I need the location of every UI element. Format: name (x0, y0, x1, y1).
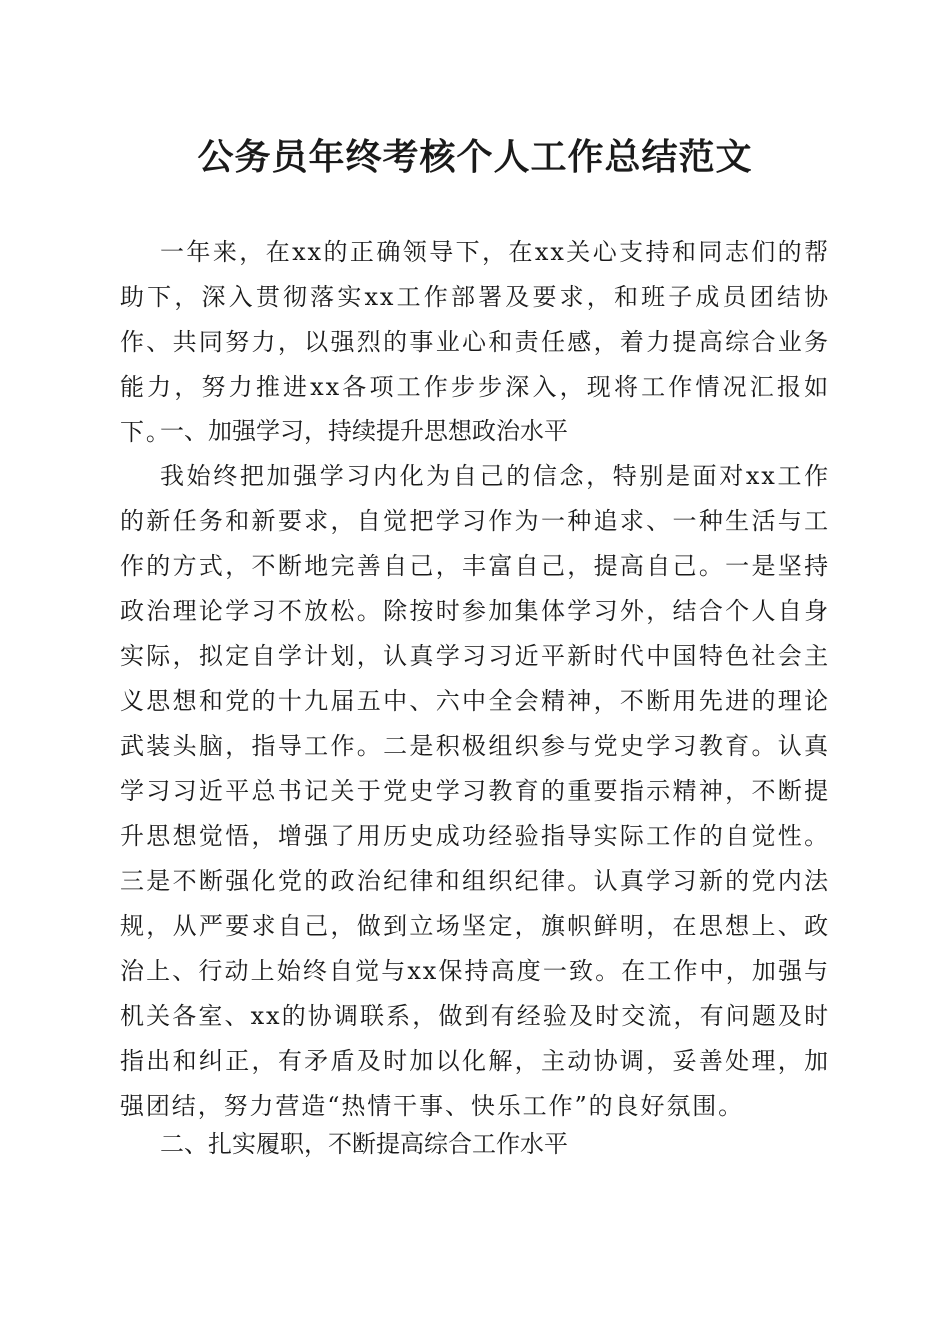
intro-paragraph: 一年来，在xx的正确领导下，在xx关心支持和同志们的帮助下，深入贯彻落实xx工作部署及要求，和班子成员团结协作、共同努力，以强烈的事业心和责任感，着力提高综合业务能力，努力推进xx各项工作步步深入，现将工作情况汇报如下。 (120, 238, 830, 446)
section-heading-1: 一、加强学习，持续提升思想政治水平 (160, 417, 568, 445)
document-title: 公务员年终考核个人工作总结范文 (197, 136, 753, 178)
section-paragraph-1: 我始终把加强学习内化为自己的信念，特别是面对xx工作的新任务和新要求，自觉把学习作为一种追求、一种生活与工作的方式，不断地完善自己，丰富自己，提高自己。一是坚持政治理论学习不放松。除按时参加集体学习外，结合个人自身实际，拟定自学计划，认真学习习近平新时代中国特色社会主义思想和党的十九届五中、六中全会精神，不断用先进的理论武装头脑，指导工作。二是积极组织参与党史学习教育。认真学习习近平总书记关于党史学习教育的重要指示精神，不断提升思想觉悟，增强了用历史成功经验指导实际工作的自觉性。三是不断强化党的政治纪律和组织纪律。认真学习新的党内法规，从严要求自己，做到立场坚定，旗帜鲜明，在思想上、政治上、行动上始终自觉与xx保持高度一致。在工作中，加强与机关各室、xx的协调联系，做到有经验及时交流，有问题及时指出和纠正，有矛盾及时加以化解，主动协调，妥善处理，加强团结，努力营造“热情干事、快乐工作”的良好氛围。 (120, 462, 830, 1120)
section-heading-2: 二、扎实履职，不断提高综合工作水平 (160, 1130, 568, 1158)
